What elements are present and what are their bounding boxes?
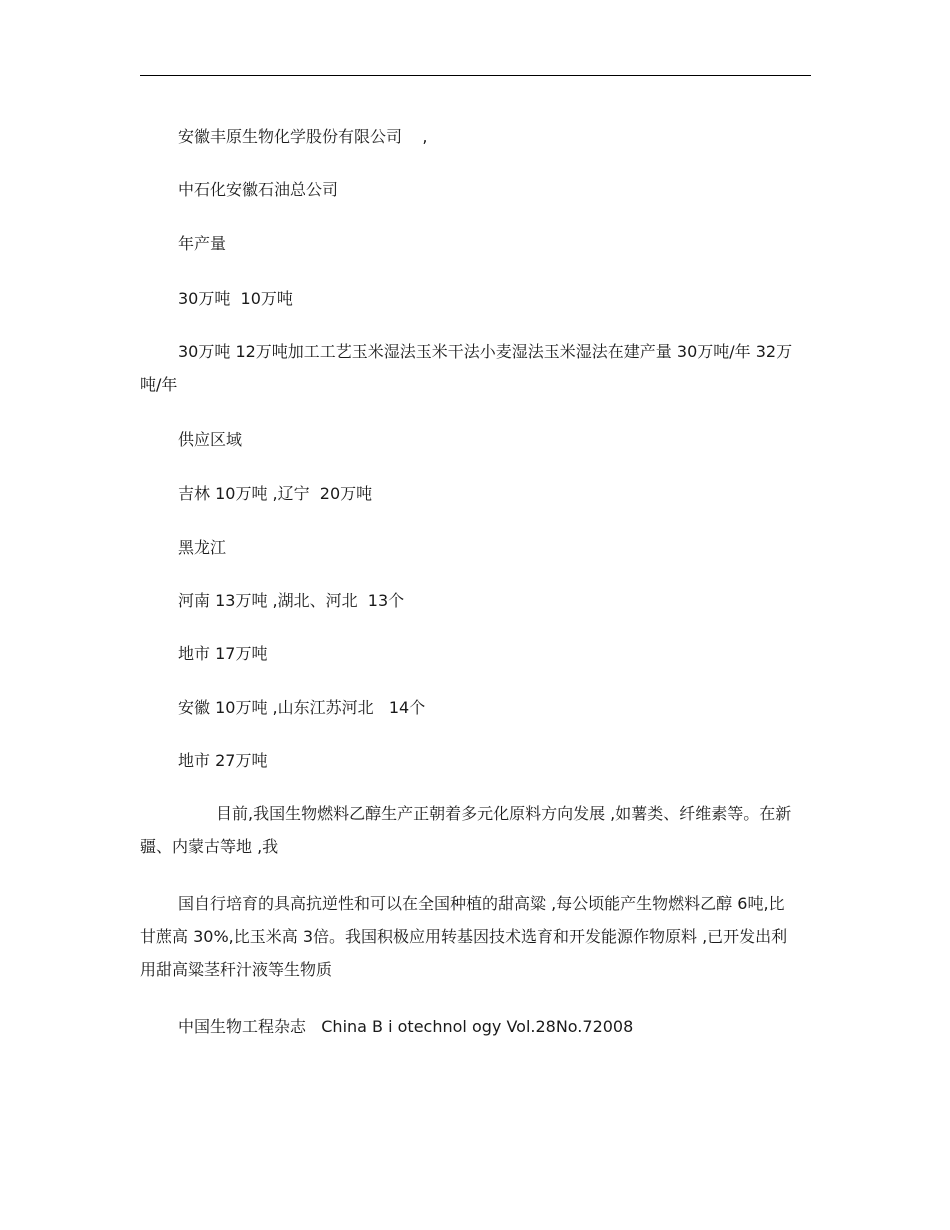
journal-footer: 中国生物工程杂志 China B i otechnol ogy Vol.28No.72008 — [178, 1017, 634, 1036]
text-line-company-1: 安徽丰原生物化学股份有限公司 , — [178, 127, 428, 146]
text-line-heilongjiang: 黑龙江 — [178, 538, 227, 557]
text-line-annual-output: 年产量 — [178, 234, 227, 253]
header-rule — [140, 75, 811, 76]
paragraph-sorghum: 国自行培育的具高抗逆性和可以在全国种植的甜高粱 ,每公顷能产生物燃料乙醇 6吨,比甘蔗高 30%,比玉米高 3倍。我国积极应用转基因技术选育和开发能源作物原料 ,已开发出利用甜高粱茎秆汁液等生物质 — [140, 894, 788, 979]
text-line-city-17: 地市 17万吨 — [178, 644, 268, 663]
text-line-jilin: 吉林 10万吨 ,辽宁 20万吨 — [178, 484, 373, 503]
text-line-supply-region: 供应区域 — [178, 430, 243, 449]
text-line-company-2: 中石化安徽石油总公司 — [178, 180, 339, 199]
text-line-henan: 河南 13万吨 ,湖北、河北 13个 — [178, 591, 405, 610]
text-line-city-27: 地市 27万吨 — [178, 751, 268, 770]
paragraph-current: 目前,我国生物燃料乙醇生产正朝着多元化原料方向发展 ,如薯类、纤维素等。在新疆、内蒙古等地 ,我 — [140, 804, 792, 856]
text-line-anhui: 安徽 10万吨 ,山东江苏河北 14个 — [178, 698, 426, 717]
text-line-output-values: 30万吨 10万吨 — [178, 289, 293, 308]
paragraph-process: 30万吨 12万吨加工工艺玉米湿法玉米干法小麦湿法玉米湿法在建产量 30万吨/年 32万吨/年 — [140, 342, 793, 394]
